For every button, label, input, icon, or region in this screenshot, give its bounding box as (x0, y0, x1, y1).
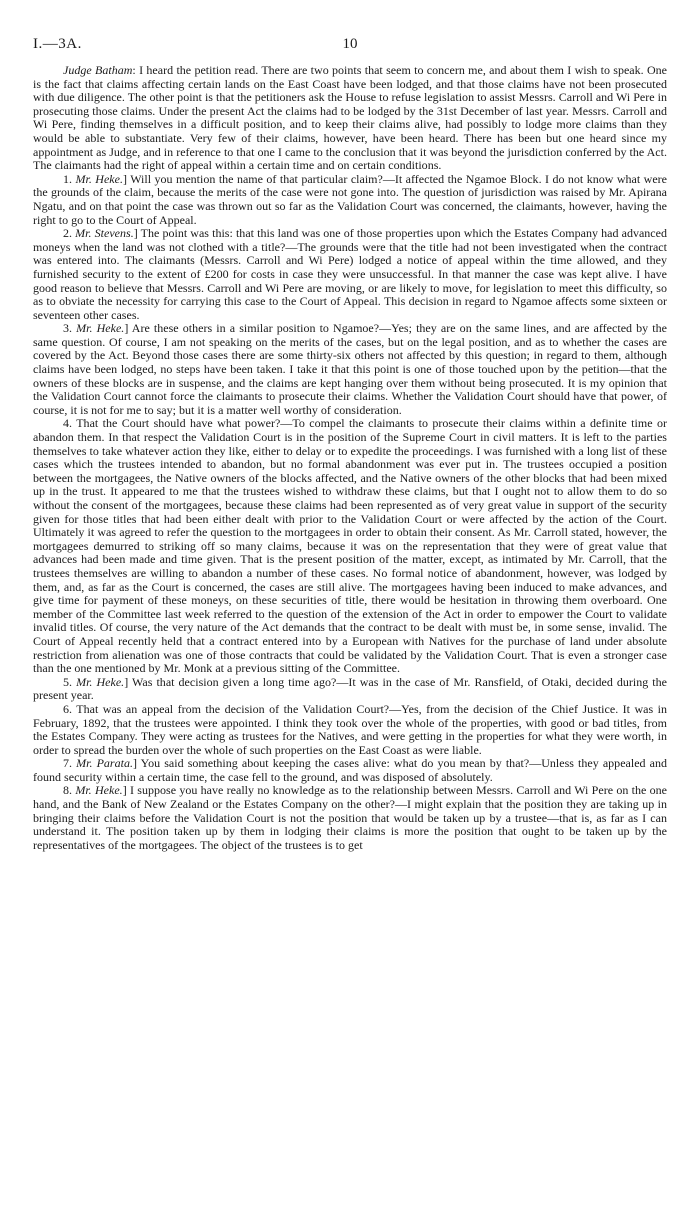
speaker: Mr. Stevens. (75, 226, 134, 241)
question-number: 7. (63, 756, 77, 771)
question-2: 2. Mr. Stevens.] The point was this: that this land was one of those properties upon which the Estates Company had advanced moneys when the land was not clothed with a title?—The grounds were that the title had not been investigated when the contract was entered into. The claimants (Messrs. Carroll and Wi Pere) lodged a notice of appeal within the time allowed, and they furnished security to the extent of £200 for costs in case they were unsuccessful. In that manner the case was kept alive. I have good reason to believe that Messrs. Carroll and Wi Pere are moving, or are likely to move, for legislation to meet this difficulty, so as to obviate the necessity for carrying this case to the Court of Appeal. This decision in regard to Ngamoe affects some sixteen or seventeen other cases. (33, 226, 667, 322)
question-number: 3. (63, 321, 77, 336)
question-8: 8. Mr. Heke.] I suppose you have really no knowledge as to the relationship between Messrs. Carroll and Wi Pere on the one hand, and the Bank of New Zealand or the Estates Company on the other?—I might explain that the position they are taking up in bringing their claims before the Validation Court is not the position that would be taken up by a trustee—that is, as far as I can understand it. The position taken up by them in lodging their claims is more the position that ought to be taken up by the representatives of the mortgagees. The object of the trustees is to get (33, 783, 668, 852)
speaker: Mr. Heke. (76, 321, 125, 336)
question-number: 1. (63, 171, 76, 186)
paragraph-text: I heard the petition read. There are two points that seem to concern me, and about them I wish to speak. One is the fact that claims affecting certain lands on the East Coast have been lodged, and that those claims have not been prosecuted with due diligence. The other point is that the petitioners ask the House to refuse legislation to assist Messrs. Carroll and Wi Pere in prosecuting those claims. Under the present Act the claims had to be lodged by the 31st December of last year. Messrs. Carroll and Wi Pere, finding themselves in a difficult position, and to keep their claims alive, had possibly to lodge more claims than they would be able to substantiate. Very few of their claims, however, have been heard. There has been but one heard since my appointment as Judge, and in reference to that one I came to the conclusion that it was beyond the jurisdiction conferred by the Act. The claimants had the right of appeal within a certain time and on certain conditions. (33, 63, 667, 173)
document-body (33, 64, 667, 852)
question-number: 4. (63, 416, 77, 431)
question-6 (33, 703, 667, 757)
page-header (33, 36, 667, 62)
paragraph-text: I suppose you have really no knowledge as to the relationship between Messrs. Carroll and Wi Pere on the one hand, and the Bank of New Zealand or the Estates Company on the other?—I might explain that the position they are taking up in bringing their claims before the Validation Court is not the position that would be taken up by a trustee—that is, as far as I can understand it. The position taken up by them in lodging their claims is more the position that ought to be taken up by the representatives of the mortgagees. The object of the trustees is to get (33, 783, 668, 852)
paragraph-intro: Judge Batham: I heard the petition read. There are two points that seem to concern me, and about them I wish to speak. One is the fact that claims affecting certain lands on the East Coast have been lodged, and that those claims have not been prosecuted with due diligence. The other point is that the petitioners ask the House to refuse legislation to assist Messrs. Carroll and Wi Pere in prosecuting those claims. Under the present Act the claims had to be lodged by the 31st December of last year. Messrs. Carroll and Wi Pere, finding themselves in a difficult position, and to keep their claims alive, had possibly to lodge more claims than they would be able to substantiate. Very few of their claims, however, have been heard. There has been but one heard since my appointment as Judge, and in reference to that one I came to the conclusion that it was beyond the jurisdiction conferred by the Act. The claimants had the right of appeal within a certain time and on certain conditions. (33, 63, 667, 173)
question-number: 2. (63, 226, 76, 241)
speaker: Mr. Heke. (75, 171, 123, 186)
question-7: 7. Mr. Parata.] You said something about keeping the cases alive: what do you mean by that?—Unless they appealed and found security within a certain time, the case fell to the ground, and was disposed of absolutely. (33, 756, 668, 784)
paragraph-text: That the Court should have what power?—To compel the claimants to prosecute their claims within a definite time or abandon them. In that respect the Validation Court is in the position of the Supreme Court in civil matters. It is left to the parties themselves to take whatever action they like, either to delay or to expedite the proceedings. I was furnished with a long list of these cases which the trustees intended to abandon, but no formal abandonment was ever put in. The trustees occupied a position between the mortgagees, the Native owners of the blocks affected, and the Native owners of the other blocks that had been mixed up in the trust. It appeared to me that the trustees wished to withdraw these claims, but that I ought not to allow them to do so without the consent of the mortgagees, because these claims had been represented as of very great value in support of the security given for those titles that had been either dealt with prior to the Validation Court or were affected by the action of the Court. Ultimately it was agreed to refer the question to the mortgagees in order to obtain their consent. As Mr. Carroll stated, however, the mortgagees demurred to striking off so many claims, because it was on the representation that they were of great value that advances had been made and time given. That is the present position of the matter, except, as intimated by Mr. Carroll, that the trustees themselves are willing to abandon a number of these cases. No formal notice of abandonment, however, was lodged by them, and, as far as the Court is concerned, the cases are still alive. The mortgagees having been induced to make advances, and give time for payment of these moneys, on these securities of title, there would be hesitation in throwing them overboard. One member of the Committee last week referred to the question of the extension of the Act in order to empower the Court to validate invalid titles. Of course, the very nature of the Act demands that the contract to be dealt with must be, in some sense, invalid. The Court of Appeal recently held that a contract entered into by a European with Natives for the purchase of land under absolute restriction from alienation was one of those contracts that could be validated by the Validation Court. That is even a stronger case than the one mentioned by Mr. Monk at a previous sitting of the Committee. (33, 416, 667, 676)
paragraph-text: The point was this: that this land was one of those properties upon which the Estates Company had advanced moneys when the land was not clothed with a title?—The grounds were that the title had not been investigated when the contract was entered into. The claimants (Messrs. Carroll and Wi Pere) lodged a notice of appeal within the time allowed, and they furnished security to the extent of £200 for costs in case they were unsuccessful. In that manner the case was kept alive. I have good reason to believe that Messrs. Carroll and Wi Pere are moving, or are likely to move, for legislation to meet this difficulty, so as to obviate the necessity for carrying this case to the Court of Appeal. This decision in regard to Ngamoe affects some sixteen or seventeen other cases. (33, 226, 667, 322)
question-5: 5. Mr. Heke.] Was that decision given a long time ago?—It was in the case of Mr. Ransfield, of Otaki, decided during the present year. (33, 674, 667, 703)
paragraph-text: Will you mention the name of that particular claim?—It affected the Ngamoe Block. I do not know what were the grounds of the claim, because the merits of the case were not gone into. The question of jurisdiction was raised by Mr. Apirana Ngatu, and on that point the case was thrown out so far as the Validation Court was concerned, the claimants, however, having the right to go to the Court of Appeal. (33, 171, 667, 227)
speaker: Mr. Heke. (75, 783, 123, 798)
speaker: Mr. Parata. (76, 756, 133, 771)
paragraph-text: Are these others in a similar position to Ngamoe?—Yes; they are on the same lines, and are affected by the same question. Of course, I am not speaking on the merits of the cases, but on the legal position, and as to whether the cases are covered by the Act. Beyond those cases there are some thirty-six others not affected by this question; in regard to them, although claims have been lodged, no steps have been taken. I take it that this point is one of those touched upon by the petition—that the owners of these blocks are in suspense, and the claims are kept hanging over them without being prosecuted. It is my opinion that the Validation Court cannot force the claimants to prosecute their claims. Whether the Validation Court should have that power, of course, it is not for me to say; but it is a matter well worthy of consideration. (33, 321, 667, 417)
question-3: 3. Mr. Heke.] Are these others in a similar position to Ngamoe?—Yes; they are on the same lines, and are affected by the same question. Of course, I am not speaking on the merits of the cases, but on the legal position, and as to whether the cases are covered by the Act. Beyond those cases there are some thirty-six others not affected by this question; in regard to them, although claims have been lodged, no steps have been taken. I take it that this point is one of those touched upon by the petition—that the owners of these blocks are in suspense, and the claims are kept hanging over them without being prosecuted. It is my opinion that the Validation Court cannot force the claimants to prosecute their claims. Whether the Validation Court should have that power, of course, it is not for me to say; but it is a matter well worthy of consideration. (33, 321, 667, 417)
document-reference: I.—3A. (33, 36, 82, 52)
question-1: 1. Mr. Heke.] Will you mention the name of that particular claim?—It affected the Ngamoe Block. I do not know what were the grounds of the claim, because the merits of the case were not gone into. The question of jurisdiction was raised by Mr. Apirana Ngatu, and on that point the case was thrown out so far as the Validation Court was concerned, the claimants, however, having the right to go to the Court of Appeal. (33, 171, 667, 227)
paragraph-text: You said something about keeping the cases alive: what do you mean by that?—Unless they appealed and found security within a certain time, the case fell to the ground, and was disposed of absolutely. (33, 756, 668, 784)
question-number: 6. (63, 701, 77, 716)
speaker: Judge Batham (63, 63, 133, 77)
question-number: 5. (63, 674, 77, 689)
page-number: 10 (342, 36, 358, 52)
question-number: 8. (63, 783, 76, 798)
speaker: Mr. Heke. (76, 674, 125, 689)
paragraph-text: That was an appeal from the decision of the Validation Court?—Yes, from the decision of the Chief Justice. It was in February, 1892, that the trustees were appointed. I think they took over the whole of the properties, with good or bad titles, from the Estates Company. They were acting as trustees for the Natives, and were getting in the properties for what they were worth, in order to spread the burden over the whole of such properties on the East Coast as were liable. (33, 701, 667, 757)
question-4 (33, 417, 667, 675)
paragraph-text: Was that decision given a long time ago?—It was in the case of Mr. Ransfield, of Otaki, decided during the present year. (33, 674, 667, 703)
